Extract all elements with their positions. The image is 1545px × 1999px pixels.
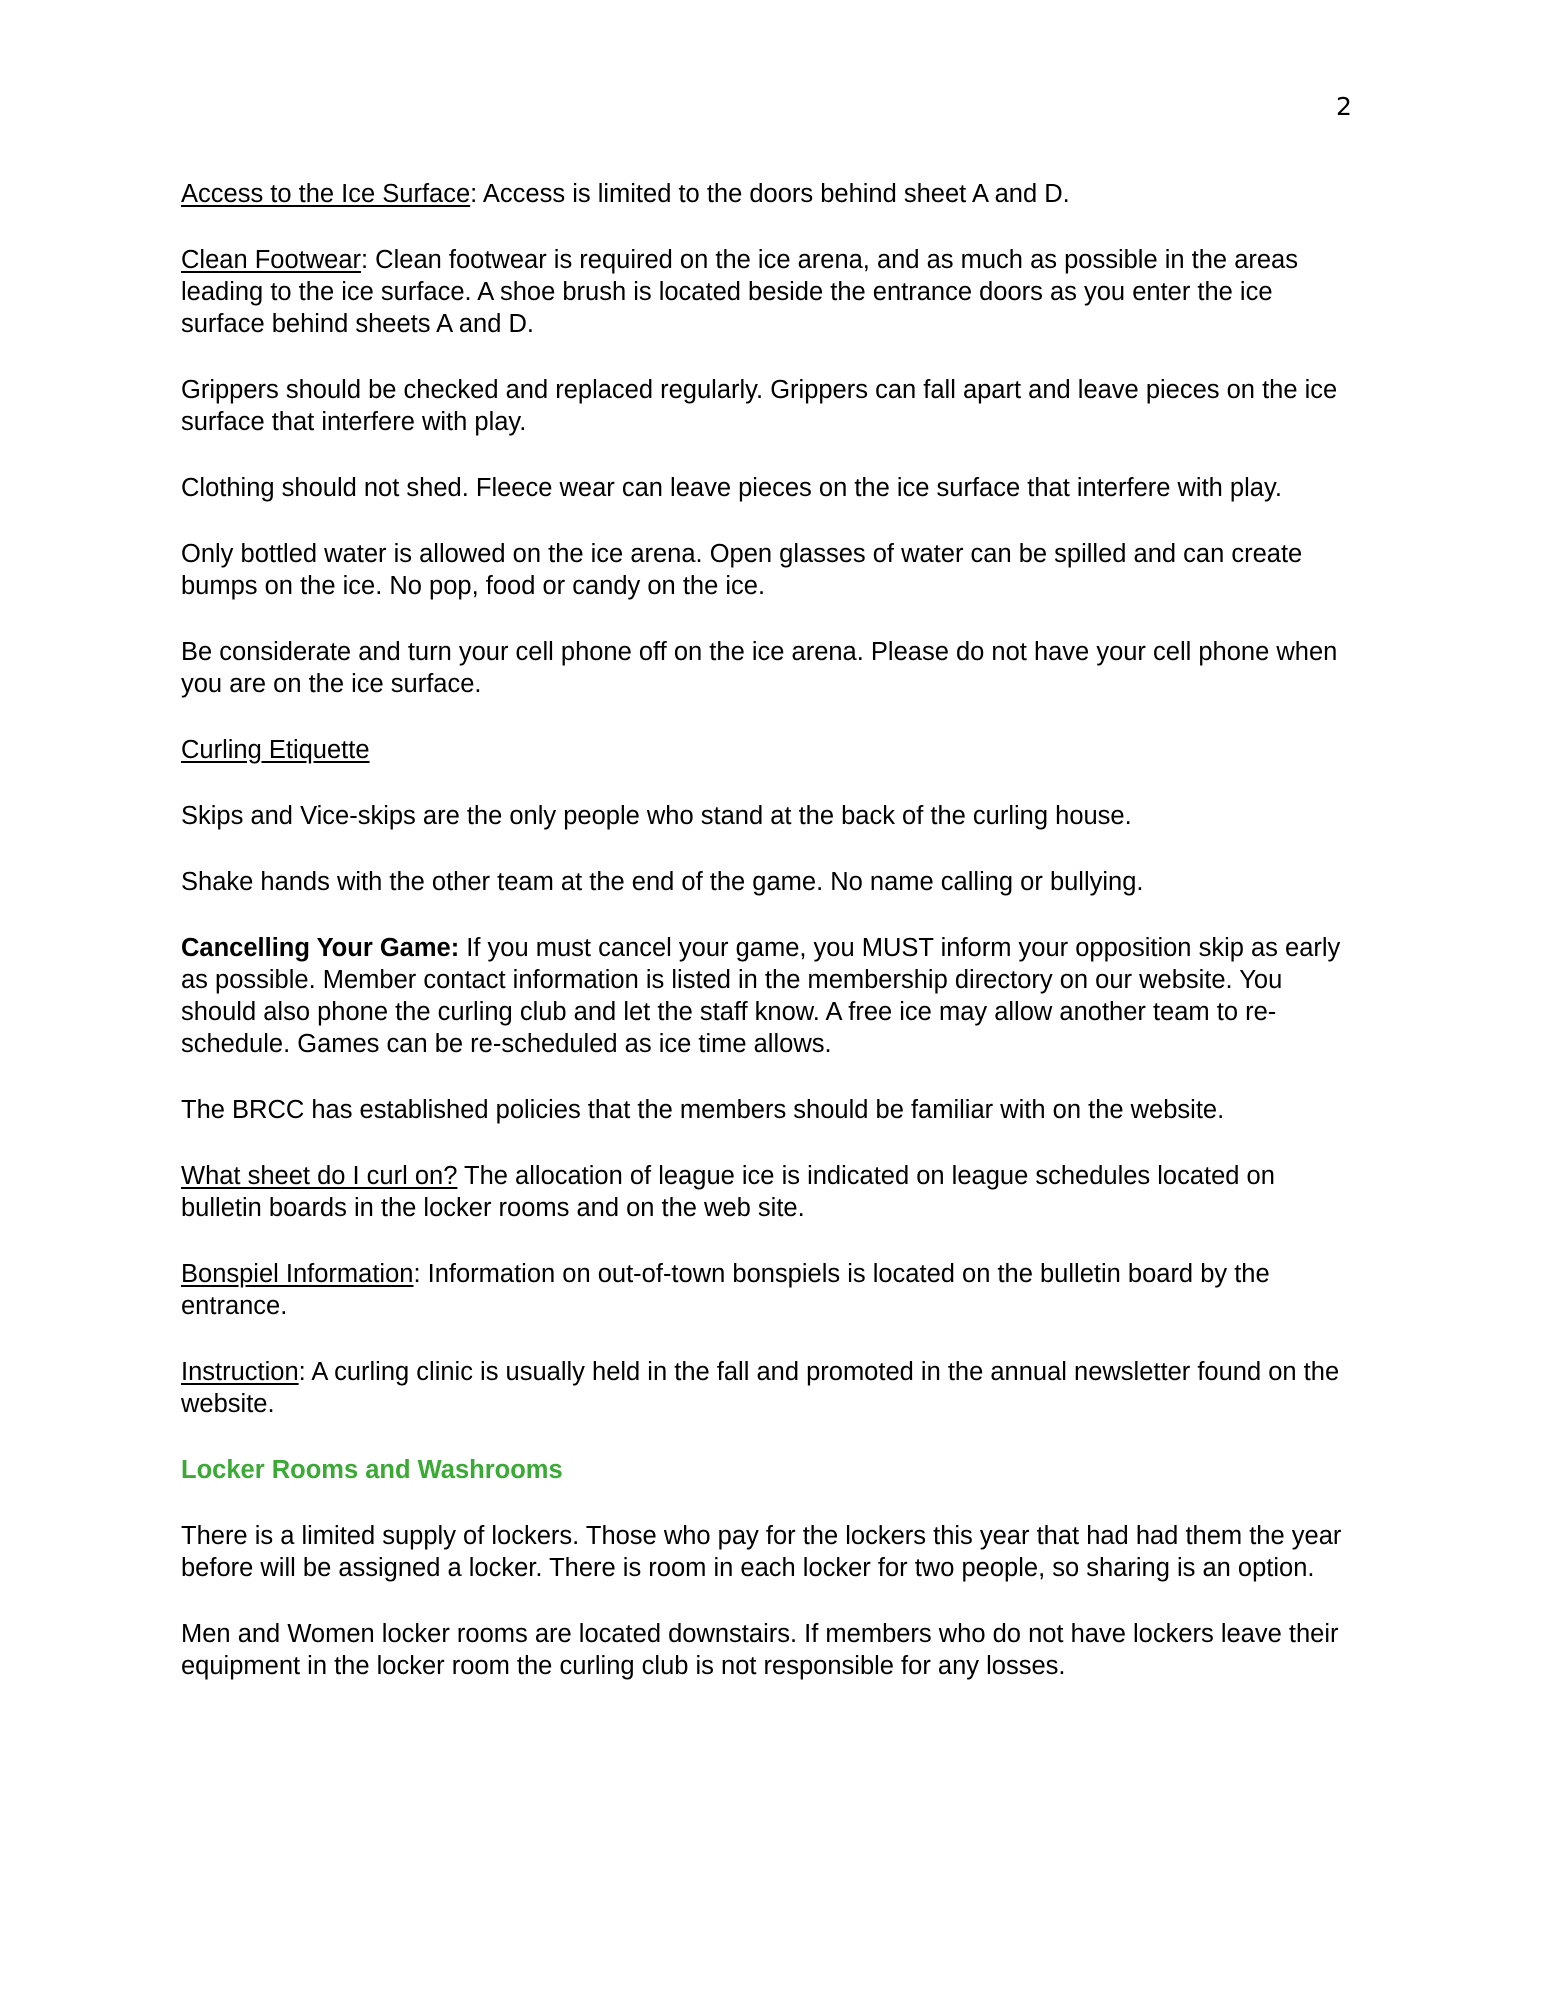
water-paragraph: Only bottled water is allowed on the ice arena. Open glasses of water can be spilled and can create bumps on the ice. No pop, food or candy on the ice. [181, 540, 1303, 600]
policies-paragraph: The BRCC has established policies that the members should be familiar with on the website. [181, 1096, 1225, 1124]
cancelling-text: If you must cancel your game, you MUST inform your opposition skip as early as possible. Member contact information is listed in the membership directory on our website. You should also phone the curling club and let the staff know. A free ice may allow another team to re-schedule. Games can be re-scheduled as ice time allows. [181, 934, 1341, 1058]
sheet-paragraph [181, 1160, 1361, 1224]
access-label: Access to the Ice Surface [181, 180, 471, 208]
lockers-paragraph: There is a limited supply of lockers. Those who pay for the lockers this year that had had them the year before will be assigned a locker. There is room in each locker for two people, so sharing is an option. [181, 1522, 1342, 1582]
clothing-paragraph: Clothing should not shed. Fleece wear can leave pieces on the ice surface that interfere with play. [181, 474, 1282, 502]
bonspiel-text: : Information on out-of-town bonspiels is located on the bulletin board by the entrance. [181, 1260, 1270, 1320]
cancelling-label: Cancelling Your Game: [181, 934, 460, 962]
footwear-label: Clean Footwear [181, 246, 362, 274]
handshake-paragraph: Shake hands with the other team at the end of the game. No name calling or bullying. [181, 868, 1144, 896]
access-paragraph [181, 178, 1361, 210]
grippers-paragraph: Grippers should be checked and replaced regularly. Grippers can fall apart and leave pieces on the ice surface that interfere with play. [181, 376, 1338, 436]
locker-rooms-paragraph: Men and Women locker rooms are located downstairs. If members who do not have lockers leave their equipment in the locker room the curling club is not responsible for any losses. [181, 1620, 1339, 1680]
sheet-label: What sheet do I curl on? [181, 1162, 458, 1190]
sheet-text: The allocation of league ice is indicated on league schedules located on bulletin boards in the locker rooms and on the web site. [181, 1162, 1275, 1222]
footwear-text: : Clean footwear is required on the ice arena, and as much as possible in the areas leading to the ice surface. A shoe brush is located beside the entrance doors as you enter the ice surface behind sheets A and D. [181, 246, 1298, 338]
instruction-paragraph [181, 1356, 1361, 1420]
phone-paragraph: Be considerate and turn your cell phone off on the ice arena. Please do not have your cell phone when you are on the ice surface. [181, 638, 1338, 698]
locker-rooms-heading: Locker Rooms and Washrooms [181, 1456, 563, 1484]
document-body [181, 178, 1361, 1716]
footwear-paragraph [181, 244, 1361, 340]
instruction-text: : A curling clinic is usually held in the fall and promoted in the annual newsletter found on the website. [181, 1358, 1340, 1418]
bonspiel-label: Bonspiel Information [181, 1260, 414, 1288]
instruction-label: Instruction [181, 1358, 299, 1386]
bonspiel-paragraph [181, 1258, 1361, 1322]
etiquette-heading: Curling Etiquette [181, 736, 370, 764]
page-number: 2 [1336, 92, 1352, 121]
cancelling-paragraph [181, 932, 1361, 1060]
access-text: : Access is limited to the doors behind sheet A and D. [470, 180, 1070, 208]
etiquette-heading-paragraph [181, 734, 1361, 766]
skips-paragraph: Skips and Vice-skips are the only people who stand at the back of the curling house. [181, 802, 1132, 830]
